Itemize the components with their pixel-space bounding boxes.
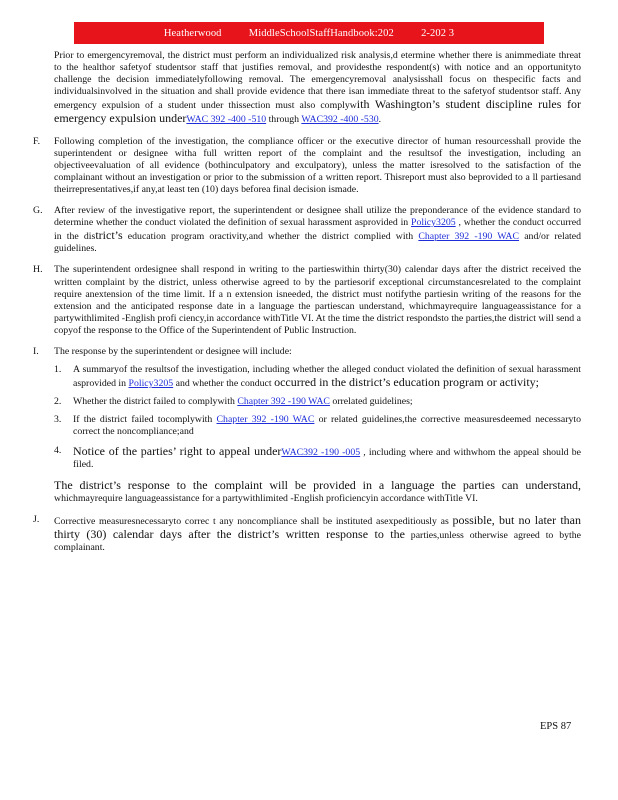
page-number: EPS 87 (540, 721, 572, 732)
section-f-text: Following completion of the investigation, the compliance officer or the executive director of human resourcesshall provide the superintendent or designee witha full written report of the complaint and the resultsof the investigation, including an objectiveevaluation of all evidence (bothinculpatory and exculpatory), unless the matter isresolved to the satisfaction of the complainant without an investigation or prior to the submission of a written report. Thisreport must also beprovided to a ll partiesand theirrepresentatives,if any,at least ten (10) days beforea final decision ismade. (54, 135, 581, 195)
section-i (33, 346, 581, 505)
chapter-392-190-link[interactable]: Chapter 392 -190 WAC (216, 414, 315, 426)
section-f (33, 136, 581, 196)
header-banner (74, 22, 544, 44)
section-i-closing: The district’s response to the complaint will be provided in a language the parties can understand, whichmayrequire languageassistance for a partywithlimited -English proficiencyin accordance withTitle VI. (54, 477, 581, 504)
chapter-392-190-link[interactable]: Chapter 392 -190 WAC (418, 231, 520, 243)
section-g-text: After review of the investigative report, the superintendent or designee shall utilize the preponderance of the evidence standard to determine whether the conduct violated the definition of sexual harassment asprovided in Policy3205 , whether the conduct occurred in the district’s education program oractivity,and whether the district complied with Chapter 392 -190 WAC and/or related guidelines. (54, 205, 582, 255)
wac-392-190-005-link[interactable]: WAC392 -190 -005 (281, 446, 361, 458)
policy-3205-link[interactable]: Policy3205 (128, 378, 174, 390)
section-label: F. (33, 135, 41, 147)
intro-text: Prior to emergencyremoval, the district must perform an individualized risk analysis,d etermine whether there is animmediate threat to the healthor safetyof studentsor staff that justifies removal, and providesthe respondent(s) with notice and an opportunityto challenge the decision immediatelyfollowing removal. The emergencyremoval analysisshall focus on thespecific facts and individualsinvolved in the situation and shall provide evidence that there isan immediate threat to the safetyof studentsor staff. Any emergency expulsion of a student under thissection must also complyw (54, 50, 581, 112)
section-label: G. (33, 205, 43, 217)
section-h (33, 264, 581, 337)
list-item: 1. A summaryof the resultsof the investigation, including whether the alleged conduct violated the definition of sexual harassment asprovided in Policy3205 and whether the conduct occurred in the district’s education program or activity; (54, 364, 581, 390)
section-h-text: The superintendent ordesignee shall respond in writing to the partieswithin thirty(30) calendar days after the district received the written complaint by the district, unless otherwise agreed to by the partiesorif exceptional circumstancesrelated to the complaint require anextension of the time limit. If a n extension isneeded, the district must notifythe partiesin writing of the reasons for the extension and the anticipated response date in a language the partiescan understand, whichmayrequire languageassistance for a partywithlimited -English profi ciency,in accordance withTitle VI. At the time the district respondsto the parties,the district will send a copyof the response to the Office of the Superintendent of Public Instruction. (54, 264, 581, 336)
list-item: 2. Whether the district failed to complywith Chapter 392 -190 WAC orrelated guidelines; (54, 396, 413, 408)
section-j (33, 514, 581, 554)
section-label: I. (33, 345, 39, 357)
list-item: 3. If the district failed tocomplywith Chapter 392 -190 WAC or related guidelines,the corrective measuresdeemed necessaryto correct the noncompliance;and (54, 414, 581, 438)
list-item: 4. Notice of the parties’ right to appeal underWAC392 -190 -005 , including where and withwhom the appeal should be filed. (54, 443, 581, 470)
handbook-year: 2-202 3 (421, 27, 455, 39)
section-label: J. (33, 513, 40, 525)
intro-emphasis: ith Washington’s student discipline rules for emergency expulsion under (54, 97, 582, 126)
section-i-lead: The response by the superintendent or designee will include: (54, 345, 292, 357)
section-j-text: Corrective measuresnecessaryto correc t any noncompliance shall be instituted asexpeditiously as possible, but no later than thirty (30) calendar days after the district’s written response to the parties,unless otherwise agreed to bythe complainant. (54, 512, 581, 554)
handbook-title: MiddleSchoolStaffHandbook:202 (248, 27, 394, 39)
section-label: H. (33, 264, 43, 276)
policy-3205-link[interactable]: Policy3205 (411, 217, 456, 229)
wac-link-400-510[interactable]: WAC 392 -400 -510 (186, 114, 267, 126)
section-g (33, 205, 581, 255)
chapter-392-190-link[interactable]: Chapter 392 -190 WAC (237, 396, 330, 408)
school-name: Heatherwood (163, 27, 222, 39)
wac-link-400-530[interactable]: WAC392 -400 -530 (301, 114, 379, 126)
intro-paragraph: Prior to emergencyremoval, the district must perform an individualized risk analysis,d etermine whether there is animmediate threat to the healthor safetyof studentsor staff that justifies removal, and providesthe respondent(s) with notice and an opportunityto challenge the decision immediatelyfollowing removal. The emergencyremoval analysisshall focus on thespecific facts and individualsinvolved in the situation and shall provide evidence that there isan immediate threat to the safetyof studentsor staff. Any emergency expulsion of a student under thissection must also complywith Washington’s student discipline rules for emergency expulsion underWAC 392 -400 -510 through WAC392 -400 -530. (54, 50, 582, 126)
page-content (33, 50, 581, 554)
section-i-body (54, 346, 581, 505)
